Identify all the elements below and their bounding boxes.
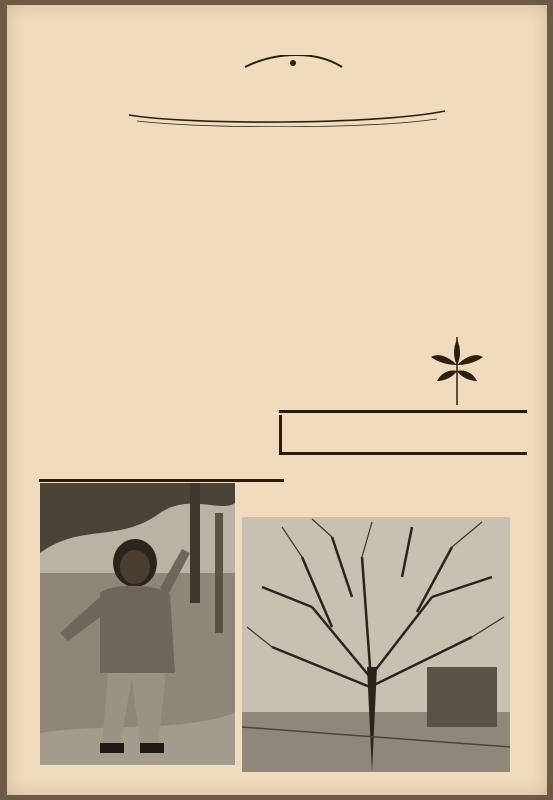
pot-column-1 [294,175,416,410]
child-photo-graphic [40,483,235,765]
tree-photo-graphic [242,517,510,772]
winter-banner-top-rule [279,410,527,413]
marijuana-leaf-icon [427,327,487,407]
photo-divider-rule [39,479,284,482]
modest-proposal-body [44,423,166,483]
home-births-body [44,215,166,398]
winter-banner-bottom-rule [279,452,527,455]
winter-body [287,459,532,493]
car-body [170,365,292,483]
newspaper-page [7,5,547,795]
winter-banner [279,415,532,453]
masthead-flourish-icon [127,55,447,127]
masthead [127,55,447,127]
cant-proposal-body [170,162,292,307]
child-playground-photo [40,483,235,765]
pot-column-2 [421,175,543,320]
bare-tree-photo [242,517,510,772]
